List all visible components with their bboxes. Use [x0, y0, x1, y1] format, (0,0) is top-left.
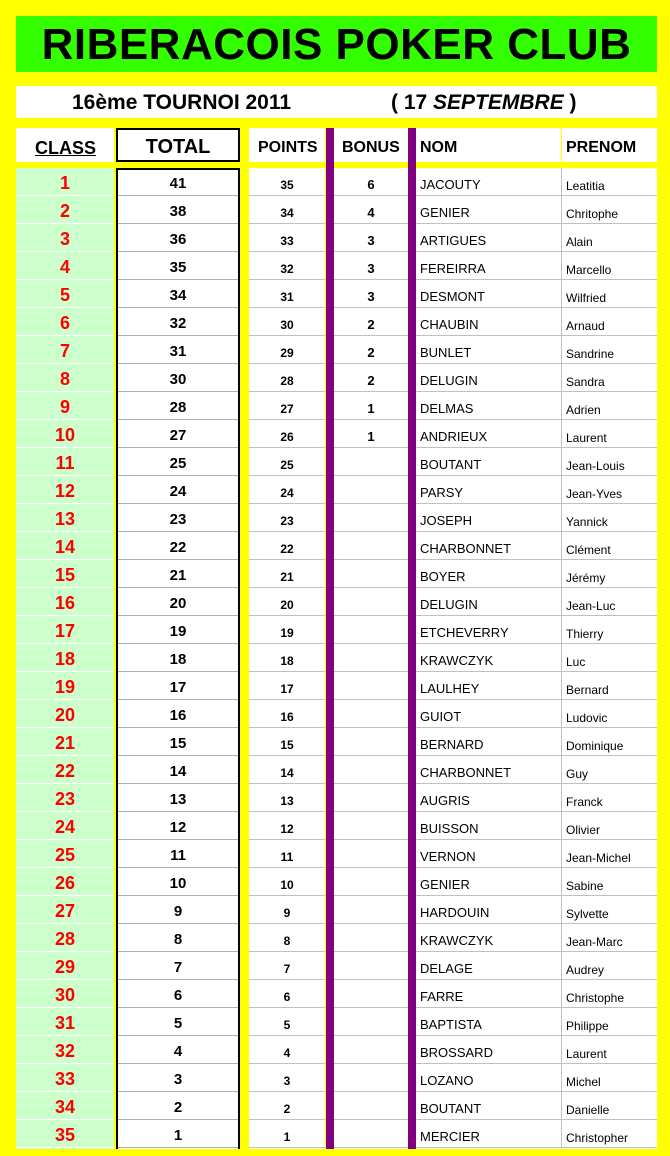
points-cell: 17: [249, 672, 325, 700]
club-title: RIBERACOIS POKER CLUB: [16, 16, 657, 72]
bonus-cell: [334, 980, 408, 1008]
header-bonus-label: BONUS: [342, 139, 400, 156]
nom-cell: BAPTISTA: [416, 1008, 562, 1036]
nom-cell: BUNLET: [416, 336, 562, 364]
nom-cell: KRAWCZYK: [416, 924, 562, 952]
points-cell: 11: [249, 840, 325, 868]
bonus-cell: [334, 588, 408, 616]
table-row: [0, 588, 670, 616]
bonus-cell: [334, 812, 408, 840]
prenom-cell: Bernard: [562, 672, 657, 700]
nom-cell: BOUTANT: [416, 448, 562, 476]
prenom-cell: Audrey: [562, 952, 657, 980]
prenom-cell: Olivier: [562, 812, 657, 840]
header-prenom-label: PRENOM: [566, 139, 637, 156]
table-row: [0, 756, 670, 784]
table-row: [0, 784, 670, 812]
prenom-cell: Luc: [562, 644, 657, 672]
rank-cell: 27: [16, 896, 114, 924]
rank-cell: 12: [16, 476, 114, 504]
total-cell: 27: [118, 420, 238, 448]
table-row: [0, 560, 670, 588]
bonus-cell: 2: [334, 364, 408, 392]
rank-cell: 33: [16, 1064, 114, 1092]
table-row: [0, 840, 670, 868]
header-nom: [416, 128, 561, 162]
prenom-cell: Laurent: [562, 1036, 657, 1064]
table-row: [0, 700, 670, 728]
prenom-cell: Christophe: [562, 980, 657, 1008]
rank-cell: 26: [16, 868, 114, 896]
table-row: [0, 952, 670, 980]
tournament-date: [391, 86, 577, 120]
table-row: [0, 896, 670, 924]
table-row: [0, 1008, 670, 1036]
total-cell: 17: [118, 672, 238, 700]
table-row: [0, 672, 670, 700]
points-cell: 15: [249, 728, 325, 756]
rank-cell: 9: [16, 392, 114, 420]
nom-cell: BOUTANT: [416, 1092, 562, 1120]
table-row: [0, 924, 670, 952]
total-cell: 10: [118, 868, 238, 896]
points-cell: 9: [249, 896, 325, 924]
bonus-cell: [334, 728, 408, 756]
rank-cell: 11: [16, 448, 114, 476]
bonus-cell: [334, 476, 408, 504]
prenom-cell: Ludovic: [562, 700, 657, 728]
total-cell: 36: [118, 224, 238, 252]
prenom-cell: Philippe: [562, 1008, 657, 1036]
bonus-cell: 6: [334, 168, 408, 196]
tournament-banner: [16, 86, 657, 118]
prenom-cell: Adrien: [562, 392, 657, 420]
table-row: [0, 168, 670, 196]
rank-cell: 22: [16, 756, 114, 784]
table-row: [0, 308, 670, 336]
rank-cell: 28: [16, 924, 114, 952]
prenom-cell: Jean-Yves: [562, 476, 657, 504]
bonus-cell: [334, 700, 408, 728]
nom-cell: HARDOUIN: [416, 896, 562, 924]
points-cell: 4: [249, 1036, 325, 1064]
bonus-cell: 3: [334, 224, 408, 252]
rank-cell: 31: [16, 1008, 114, 1036]
total-cell: 21: [118, 560, 238, 588]
total-cell: 18: [118, 644, 238, 672]
nom-cell: AUGRIS: [416, 784, 562, 812]
rank-cell: 8: [16, 364, 114, 392]
points-cell: 7: [249, 952, 325, 980]
total-cell: 13: [118, 784, 238, 812]
table-row: [0, 644, 670, 672]
nom-cell: BERNARD: [416, 728, 562, 756]
prenom-cell: Leatitia: [562, 168, 657, 196]
date-close: ): [563, 91, 577, 114]
bonus-cell: [334, 672, 408, 700]
prenom-cell: Christopher: [562, 1120, 657, 1148]
points-cell: 27: [249, 392, 325, 420]
table-row: [0, 812, 670, 840]
total-cell: 30: [118, 364, 238, 392]
prenom-cell: Franck: [562, 784, 657, 812]
rank-cell: 16: [16, 588, 114, 616]
rank-cell: 3: [16, 224, 114, 252]
bonus-cell: [334, 756, 408, 784]
nom-cell: JOSEPH: [416, 504, 562, 532]
total-cell: 38: [118, 196, 238, 224]
total-cell: 5: [118, 1008, 238, 1036]
rank-cell: 2: [16, 196, 114, 224]
total-cell: 24: [118, 476, 238, 504]
rank-cell: 25: [16, 840, 114, 868]
nom-cell: CHAUBIN: [416, 308, 562, 336]
bonus-cell: [334, 1120, 408, 1148]
points-cell: 16: [249, 700, 325, 728]
table-row: [0, 448, 670, 476]
table-row: [0, 532, 670, 560]
total-cell: 19: [118, 616, 238, 644]
rank-cell: 18: [16, 644, 114, 672]
nom-cell: ETCHEVERRY: [416, 616, 562, 644]
date-month: SEPTEMBRE: [433, 91, 564, 114]
rank-cell: 1: [16, 168, 114, 196]
prenom-cell: Clément: [562, 532, 657, 560]
points-cell: 19: [249, 616, 325, 644]
bonus-cell: 1: [334, 392, 408, 420]
prenom-cell: Marcello: [562, 252, 657, 280]
prenom-cell: Jean-Michel: [562, 840, 657, 868]
points-cell: 25: [249, 448, 325, 476]
points-cell: 3: [249, 1064, 325, 1092]
nom-cell: ARTIGUES: [416, 224, 562, 252]
points-cell: 35: [249, 168, 325, 196]
bonus-cell: 2: [334, 336, 408, 364]
rank-cell: 30: [16, 980, 114, 1008]
nom-cell: FARRE: [416, 980, 562, 1008]
prenom-cell: Wilfried: [562, 280, 657, 308]
nom-cell: BOYER: [416, 560, 562, 588]
table-row: [0, 868, 670, 896]
points-cell: 22: [249, 532, 325, 560]
table-row: [0, 336, 670, 364]
points-cell: 21: [249, 560, 325, 588]
prenom-cell: Sandrine: [562, 336, 657, 364]
total-cell: 15: [118, 728, 238, 756]
points-cell: 8: [249, 924, 325, 952]
table-row: [0, 1064, 670, 1092]
rank-cell: 20: [16, 700, 114, 728]
total-cell: 16: [118, 700, 238, 728]
bonus-cell: [334, 1064, 408, 1092]
points-cell: 12: [249, 812, 325, 840]
points-cell: 30: [249, 308, 325, 336]
table-row: [0, 252, 670, 280]
nom-cell: LAULHEY: [416, 672, 562, 700]
points-cell: 33: [249, 224, 325, 252]
prenom-cell: Jean-Luc: [562, 588, 657, 616]
header-total: [116, 128, 240, 162]
total-cell: 28: [118, 392, 238, 420]
prenom-cell: Jean-Louis: [562, 448, 657, 476]
rank-cell: 7: [16, 336, 114, 364]
total-cell: 35: [118, 252, 238, 280]
nom-cell: KRAWCZYK: [416, 644, 562, 672]
total-cell: 4: [118, 1036, 238, 1064]
nom-cell: JACOUTY: [416, 168, 562, 196]
table-row: [0, 504, 670, 532]
points-cell: 26: [249, 420, 325, 448]
rank-cell: 15: [16, 560, 114, 588]
bonus-cell: [334, 1092, 408, 1120]
total-cell: 23: [118, 504, 238, 532]
rank-cell: 5: [16, 280, 114, 308]
bonus-cell: [334, 504, 408, 532]
nom-cell: DELAGE: [416, 952, 562, 980]
rank-cell: 10: [16, 420, 114, 448]
bonus-cell: 4: [334, 196, 408, 224]
total-cell: 11: [118, 840, 238, 868]
total-cell: 2: [118, 1092, 238, 1120]
prenom-cell: Yannick: [562, 504, 657, 532]
table-row: [0, 224, 670, 252]
prenom-cell: Guy: [562, 756, 657, 784]
bonus-cell: [334, 784, 408, 812]
prenom-cell: Thierry: [562, 616, 657, 644]
nom-cell: MERCIER: [416, 1120, 562, 1148]
table-row: [0, 1036, 670, 1064]
nom-cell: ANDRIEUX: [416, 420, 562, 448]
bonus-cell: [334, 840, 408, 868]
total-cell: 22: [118, 532, 238, 560]
bonus-cell: [334, 644, 408, 672]
table-row: [0, 1120, 670, 1148]
prenom-cell: Laurent: [562, 420, 657, 448]
points-cell: 14: [249, 756, 325, 784]
points-cell: 10: [249, 868, 325, 896]
rank-cell: 32: [16, 1036, 114, 1064]
total-cell: 3: [118, 1064, 238, 1092]
rank-cell: 19: [16, 672, 114, 700]
total-cell: 32: [118, 308, 238, 336]
header-prenom: [562, 128, 657, 162]
rank-cell: 14: [16, 532, 114, 560]
nom-cell: PARSY: [416, 476, 562, 504]
points-cell: 23: [249, 504, 325, 532]
prenom-cell: Sandra: [562, 364, 657, 392]
table-row: [0, 476, 670, 504]
tournament-name: 16ème TOURNOI 2011: [72, 91, 292, 114]
nom-cell: CHARBONNET: [416, 532, 562, 560]
prenom-cell: Arnaud: [562, 308, 657, 336]
rank-cell: 34: [16, 1092, 114, 1120]
header-class: [16, 128, 114, 162]
total-cell: 8: [118, 924, 238, 952]
nom-cell: VERNON: [416, 840, 562, 868]
table-row: [0, 616, 670, 644]
header-bonus: [334, 128, 408, 162]
points-cell: 2: [249, 1092, 325, 1120]
nom-cell: DELUGIN: [416, 364, 562, 392]
table-row: [0, 196, 670, 224]
prenom-cell: Jean-Marc: [562, 924, 657, 952]
prenom-cell: Dominique: [562, 728, 657, 756]
date-open: ( 17: [391, 91, 434, 114]
total-cell: 6: [118, 980, 238, 1008]
table-row: [0, 280, 670, 308]
nom-cell: LOZANO: [416, 1064, 562, 1092]
header-total-label: TOTAL: [145, 136, 211, 158]
points-cell: 28: [249, 364, 325, 392]
bonus-cell: 3: [334, 252, 408, 280]
table-row: [0, 980, 670, 1008]
rank-cell: 21: [16, 728, 114, 756]
total-cell: 34: [118, 280, 238, 308]
prenom-cell: Danielle: [562, 1092, 657, 1120]
rank-cell: 13: [16, 504, 114, 532]
total-cell: 14: [118, 756, 238, 784]
points-cell: 1: [249, 1120, 325, 1148]
points-cell: 20: [249, 588, 325, 616]
points-cell: 5: [249, 1008, 325, 1036]
bonus-cell: 3: [334, 280, 408, 308]
rank-cell: 29: [16, 952, 114, 980]
total-cell: 7: [118, 952, 238, 980]
bonus-cell: [334, 1008, 408, 1036]
table-row: [0, 364, 670, 392]
prenom-cell: Sabine: [562, 868, 657, 896]
prenom-cell: Alain: [562, 224, 657, 252]
bonus-cell: [334, 924, 408, 952]
points-cell: 13: [249, 784, 325, 812]
points-cell: 18: [249, 644, 325, 672]
bonus-cell: [334, 868, 408, 896]
header-nom-label: NOM: [420, 139, 458, 156]
total-cell: 12: [118, 812, 238, 840]
table-row: [0, 392, 670, 420]
prenom-cell: Chritophe: [562, 196, 657, 224]
bonus-cell: [334, 616, 408, 644]
nom-cell: BROSSARD: [416, 1036, 562, 1064]
points-cell: 34: [249, 196, 325, 224]
prenom-cell: Sylvette: [562, 896, 657, 924]
rank-cell: 4: [16, 252, 114, 280]
points-cell: 29: [249, 336, 325, 364]
nom-cell: CHARBONNET: [416, 756, 562, 784]
total-cell: 41: [118, 168, 238, 196]
nom-cell: GUIOT: [416, 700, 562, 728]
table-row: [0, 1092, 670, 1120]
bonus-cell: [334, 560, 408, 588]
nom-cell: DELMAS: [416, 392, 562, 420]
table-row: [0, 420, 670, 448]
bonus-cell: [334, 532, 408, 560]
bonus-cell: [334, 448, 408, 476]
table-row: [0, 728, 670, 756]
points-cell: 6: [249, 980, 325, 1008]
rank-cell: 24: [16, 812, 114, 840]
total-cell: 31: [118, 336, 238, 364]
prenom-cell: Jérémy: [562, 560, 657, 588]
nom-cell: BUISSON: [416, 812, 562, 840]
total-cell: 20: [118, 588, 238, 616]
nom-cell: GENIER: [416, 868, 562, 896]
rank-cell: 23: [16, 784, 114, 812]
rank-cell: 6: [16, 308, 114, 336]
rank-cell: 35: [16, 1120, 114, 1148]
nom-cell: GENIER: [416, 196, 562, 224]
nom-cell: DELUGIN: [416, 588, 562, 616]
total-cell: 25: [118, 448, 238, 476]
bonus-cell: 1: [334, 420, 408, 448]
header-class-label: CLASS: [35, 138, 97, 158]
nom-cell: DESMONT: [416, 280, 562, 308]
points-cell: 32: [249, 252, 325, 280]
total-cell: 1: [118, 1120, 238, 1148]
rank-cell: 17: [16, 616, 114, 644]
prenom-cell: Michel: [562, 1064, 657, 1092]
total-cell: 9: [118, 896, 238, 924]
header-points-label: POINTS: [258, 139, 318, 156]
bonus-cell: [334, 896, 408, 924]
points-cell: 24: [249, 476, 325, 504]
nom-cell: FEREIRRA: [416, 252, 562, 280]
bonus-cell: 2: [334, 308, 408, 336]
bonus-cell: [334, 1036, 408, 1064]
bonus-cell: [334, 952, 408, 980]
points-cell: 31: [249, 280, 325, 308]
header-points: [249, 128, 325, 162]
